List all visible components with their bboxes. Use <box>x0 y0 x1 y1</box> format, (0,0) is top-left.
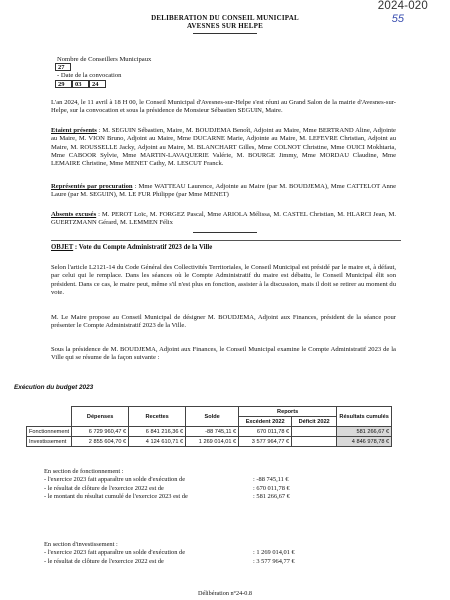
convocation-month: 03 <box>72 80 89 88</box>
convocation-year: 24 <box>89 80 106 88</box>
intro-paragraph: L'an 2024, le 11 avril à 18 H 00, le Conseil Municipal d'Avesnes-sur-Helpe s'est réuni au Grand Salon de la mairie d'Avesnes-sur-Helpe, sur la convocation et sous la présidence de Monsieur Sébastien SEGUIN, Maire. <box>51 99 396 115</box>
fonctionnement-heading: En section de fonctionnement : <box>44 468 124 475</box>
budget-table <box>26 406 392 447</box>
reference-number: 2024-020 <box>377 0 428 12</box>
fonctionnement-section <box>44 468 290 502</box>
table-row <box>27 437 392 447</box>
presents-list: : M. SEGUIN Sébastien, Maire, M. BOUDJEMA Benoît, Adjoint au Maire, Mme BERTRAND Aline, Adjointe au Maire, M. VION Bruno, Adjoint au Maire, Mme DUCARNE Marie, Adjointe au Maire, M. LEFEVRE Christian, Adjoint au Maire, M. ROUSSELLE Jacky, Adjoint au Maire, M. BLANCHART Gilles, Mme COLNOT Christine, Mme OUICI Mokhtaria, Mme CABOOR Sylvie, Mme MARTIN-LAVAQUERIE Valérie, M. BOURGE Jimmy, Mme MORDAU Claudine, Mme LEMAIRE Christine, Mme MENET Cathy, M. LESCUT Franck. <box>51 127 396 168</box>
list-item <box>44 476 289 484</box>
list-item <box>44 493 290 501</box>
cell-excedent: 670 011,78 € <box>239 427 292 437</box>
header-recettes: Recettes <box>129 407 186 427</box>
members-value: 27 <box>55 63 71 71</box>
cell-solde: -88 745,11 € <box>186 427 239 437</box>
proxies-label: Représentés par procuration <box>51 183 133 190</box>
line-value: : 581 266,67 € <box>253 493 290 501</box>
object-label: OBJET <box>51 244 74 251</box>
line-label: - l'exercice 2023 fait apparaître un solde d'exécution de <box>44 549 186 557</box>
body-paragraph-2: M. Le Maire propose au Conseil Municipal de désigner M. BOUDJEMA, Adjoint aux Finances, président de la séance pour présenter le Compte Administratif 2023 de la Ville. <box>51 314 396 330</box>
line-label: - le résultat de clôture de l'exercice 2022 est de <box>44 484 164 492</box>
row-label: Fonctionnement <box>27 427 72 437</box>
section-divider <box>193 232 257 233</box>
object-rule <box>51 240 401 241</box>
execution-title: Exécution du budget 2023 <box>14 384 94 391</box>
cell-excedent: 3 577 964,77 € <box>239 437 292 447</box>
list-item <box>44 484 290 493</box>
header-deficit: Déficit 2022 <box>292 417 337 427</box>
absents-label: Absents excusés <box>51 211 97 218</box>
cell-resultats: 581 266,67 € <box>337 427 392 437</box>
body-paragraph-1: Selon l'article L2121-14 du Code Général des Collectivités Territoriales, le Conseil Municipal est présidé par le maire et, à défaut, par celui qui le remplace. Dans les séances où le Compte Administratif du maire est débattu, le Conseil Municipal élit son président. Dans ce cas, le maire peut, même s'il n'est plus en fonction, assister à la discussion, mais il doit se retirer au moment du vote. <box>51 264 396 296</box>
header-reports: Reports <box>239 407 337 417</box>
document-title: DELIBERATION DU CONSEIL MUNICIPAL <box>151 14 299 22</box>
proxies-paragraph <box>51 183 396 200</box>
line-value: : -88 745,11 € <box>253 476 289 484</box>
cell-recettes: 6 841 216,36 € <box>129 427 186 437</box>
members-label: Nombre de Conseillers Municipaux <box>57 56 152 63</box>
header-solde: Solde <box>186 407 239 427</box>
row-label: Investissement <box>27 437 72 447</box>
convocation-day: 29 <box>55 80 72 88</box>
absents-paragraph <box>51 211 396 228</box>
presents-paragraph <box>51 127 396 168</box>
table-row <box>27 427 392 437</box>
line-label: - l'exercice 2023 fait apparaître un solde d'exécution de <box>44 476 186 484</box>
cell-deficit <box>292 437 337 447</box>
body-paragraph-3: Sous la présidence de M. BOUDJEMA, Adjoint aux Finances, le Conseil Municipal examine le Compte Administratif 2023 de la Ville qui se résume de la façon suivante : <box>51 346 396 362</box>
footer-reference: Délibération n°24-0.8 <box>197 590 253 597</box>
line-label: - le résultat de clôture de l'exercice 2022 est de <box>44 557 164 565</box>
presents-label: Etaient présents <box>51 127 97 134</box>
object-text: : Vote du Compte Administratif 2023 de la Ville <box>73 244 213 251</box>
convocation-label: - Date de la convocation <box>57 72 122 79</box>
list-item <box>44 557 295 566</box>
header-excedent: Excédent 2022 <box>239 417 292 427</box>
cell-solde: 1 269 014,01 € <box>186 437 239 447</box>
document-subtitle: AVESNES SUR HELPE <box>186 22 264 30</box>
line-value: : 1 269 014,01 € <box>253 549 295 557</box>
handwritten-annotation: 55 <box>391 13 404 25</box>
proxies-list: : Mme WATTEAU Laurence, Adjointe au Maire (par M. BOUDJEMA), Mme CATTELOT Anne Laure (par M. SEGUIN), M. LE FUR Philippe (par Mme MENET) <box>51 183 396 199</box>
line-value: : 3 577 964,77 € <box>253 557 295 565</box>
cell-depenses: 2 855 604,70 € <box>72 437 129 447</box>
header-depenses: Dépenses <box>72 407 129 427</box>
cell-resultats: 4 846 978,78 € <box>337 437 392 447</box>
investissement-heading: En section d'investissement : <box>44 541 118 548</box>
title-divider <box>193 33 257 34</box>
cell-recettes: 4 124 610,71 € <box>129 437 186 447</box>
object-heading <box>51 244 212 251</box>
line-value: : 670 011,78 € <box>253 484 290 492</box>
investissement-section <box>44 541 295 566</box>
cell-deficit <box>292 427 337 437</box>
list-item <box>44 549 295 557</box>
cell-depenses: 6 729 960,47 € <box>72 427 129 437</box>
header-resultats: Résultats cumulés <box>337 407 392 427</box>
absents-list: : M. PEROT Loïc, M. FORGEZ Pascal, Mme ARIOLA Mélissa, M. CASTEL Christian, M. HLARCI Jean, M. GUERTZMANN Gérard, M. LEMMEN Félix <box>51 211 397 227</box>
line-label: - le montant du résultat cumulé de l'exercice 2023 est de <box>44 493 188 501</box>
